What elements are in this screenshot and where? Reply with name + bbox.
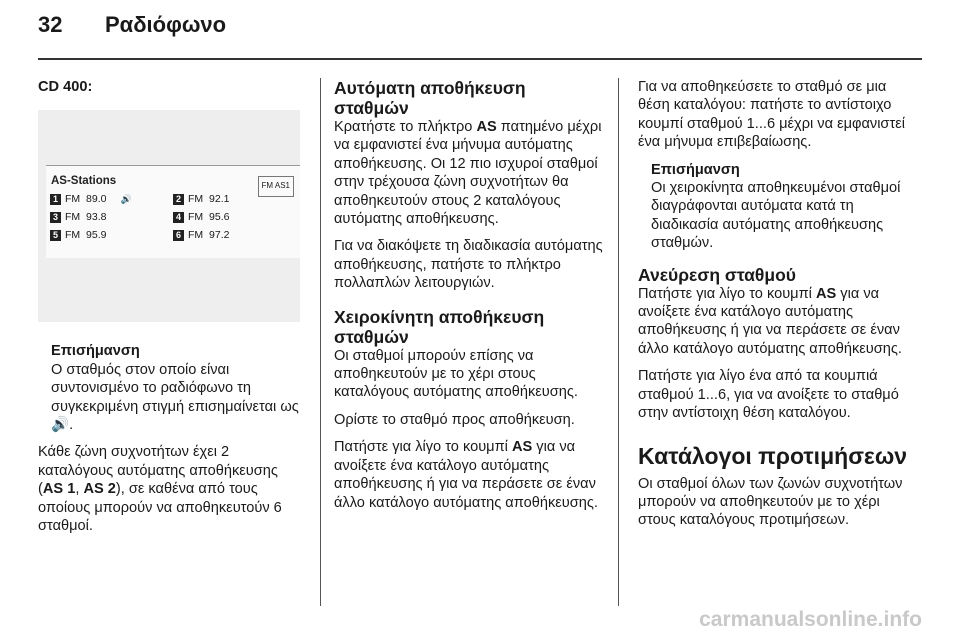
note-block bbox=[651, 161, 910, 253]
paragraph: Κάθε ζώνη συχνοτήτων έχει 2 καταλόγους αυτόματης αποθήκευσης (AS 1, AS 2), σε καθένα από τους οποίους μπορούν να αποθηκευτούν 6 σταθμοί. bbox=[38, 444, 282, 535]
note-text: Οι χειροκίνητα αποθηκευμένοι σταθμοί διαγράφονται αυτόματα κατά τη διαδικασία αυτόματης αποθήκευσης σταθμών. bbox=[651, 180, 901, 252]
station-row bbox=[50, 208, 296, 226]
station-row bbox=[50, 190, 296, 208]
page-header bbox=[0, 0, 960, 62]
column-2 bbox=[334, 78, 604, 521]
paragraph: Πατήστε για λίγο το κουμπί AS για να ανοίξετε ένα κατάλογο αυτόματης αποθήκευσης ή για να περάσετε σε έναν άλλο κατάλογο αυτόματης αποθήκευσης. bbox=[638, 285, 902, 357]
paragraph: Πατήστε για λίγο ένα από τα κουμπιά σταθμού 1...6, για να ανοίξετε το σταθμό στην αντίστοιχη θέση καταλόγου. bbox=[638, 368, 899, 422]
paragraph: Για να αποθηκεύσετε το σταθμό σε μια θέση καταλόγου: πατήστε το αντίστοιχο κουμπί σταθμού 1...6 μέχρι να εμφανιστεί ένα μήνυμα επιβεβαίωσης. bbox=[638, 79, 905, 151]
station-row bbox=[50, 226, 296, 244]
station-preset: 5 FM 95.9 bbox=[50, 226, 173, 244]
watermark: carmanualsonline.info bbox=[699, 608, 922, 631]
paragraph: Για να διακόψετε τη διαδικασία αυτόματης αποθήκευσης, πατήστε το πλήκτρο πολλαπλών λειτουργιών. bbox=[334, 238, 603, 292]
page-title: Ραδιόφωνο bbox=[105, 12, 227, 37]
note-block bbox=[51, 342, 306, 434]
section-heading: Ανεύρεση σταθμού bbox=[638, 264, 796, 285]
header-rule bbox=[38, 58, 922, 60]
section-heading: Αυτόματη αποθήκευση σταθμών bbox=[334, 78, 526, 118]
paragraph: Πατήστε για λίγο το κουμπί AS για να ανοίξετε ένα κατάλογο αυτόματης αποθήκευσης ή για να περάσετε σε έναν άλλο κατάλογο αυτόματης αποθήκευσης. bbox=[334, 439, 598, 511]
column-1 bbox=[38, 78, 306, 544]
station-grid bbox=[50, 190, 296, 244]
screen-title: AS-Stations bbox=[51, 175, 117, 188]
station-preset: 1 FM 89.0 🔊 bbox=[50, 190, 173, 208]
paragraph: Οι σταθμοί μπορούν επίσης να αποθηκευτούν με το χέρι στους καταλόγους αυτόματης αποθήκευσης. bbox=[334, 347, 578, 401]
column-divider bbox=[320, 78, 321, 606]
column-3 bbox=[638, 78, 910, 539]
display-screenshot bbox=[38, 110, 300, 322]
cd400-label: CD 400: bbox=[38, 79, 93, 95]
note-title: Επισήμανση bbox=[51, 343, 140, 360]
station-preset: 3 FM 93.8 bbox=[50, 208, 173, 226]
paragraph: Ορίστε το σταθμό προς αποθήκευση. bbox=[334, 411, 575, 428]
screen-band-badge: FM AS1 bbox=[258, 176, 294, 196]
station-preset: 4 FM 95.6 bbox=[173, 208, 296, 226]
as-stations-panel bbox=[46, 165, 300, 258]
note-text: Ο σταθμός στον οποίο είναι συντονισμένο το ραδιόφωνο τη συγκεκριμένη στιγμή επισημαίνεται ως 🔊. bbox=[51, 361, 299, 434]
speaker-icon: 🔊 bbox=[120, 194, 132, 205]
station-preset: 6 FM 97.2 bbox=[173, 226, 296, 244]
chapter-heading: Κατάλογοι προτιμήσεων bbox=[638, 442, 908, 469]
paragraph: Κρατήστε το πλήκτρο AS πατημένο μέχρι να εμφανιστεί ένα μήνυμα αυτόματης αποθήκευσης. Οι 12 πιο ισχυροί σταθμοί στην τρέχουσα ζώνη συχνοτήτων θα αποθηκευτούν στους 2 καταλόγους αυτόματης αποθήκευσης. bbox=[334, 119, 602, 228]
section-heading: Χειροκίνητη αποθήκευση σταθμών bbox=[334, 306, 545, 347]
column-divider bbox=[618, 78, 619, 606]
page-number: 32 bbox=[38, 12, 63, 37]
note-title: Επισήμανση bbox=[651, 161, 740, 178]
station-preset: 2 FM 92.1 bbox=[173, 190, 296, 208]
paragraph: Οι σταθμοί όλων των ζωνών συχνοτήτων μπορούν να αποθηκευτούν με το χέρι στους καταλόγους προτιμήσεων. bbox=[638, 475, 903, 529]
